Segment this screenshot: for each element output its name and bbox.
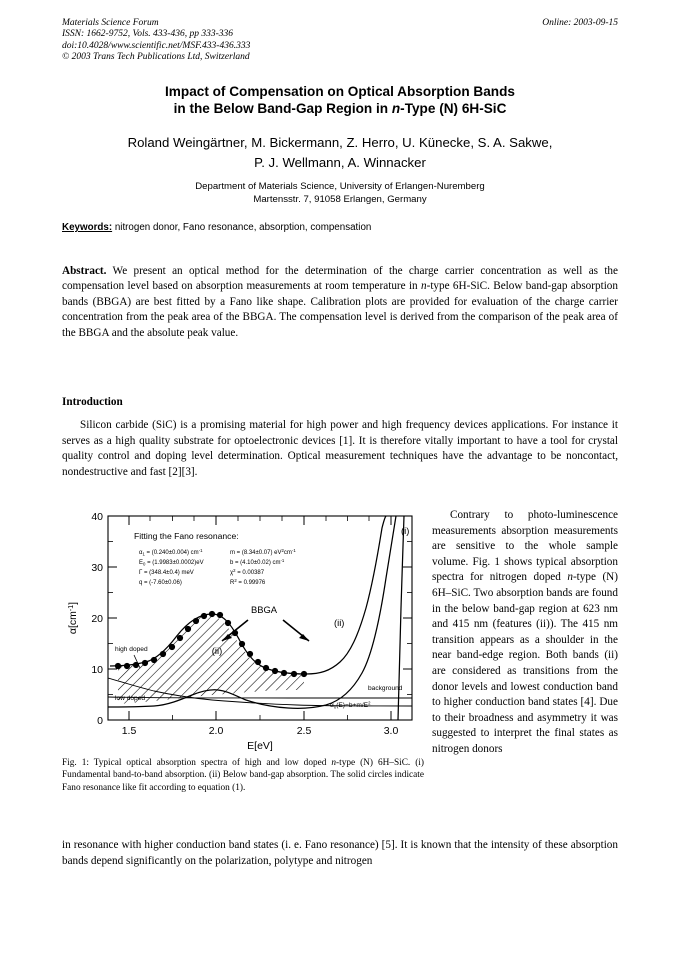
x-axis-label: E[eV] bbox=[247, 740, 273, 751]
annotation-curve-ii-right: (ii) bbox=[334, 617, 345, 628]
page-title bbox=[62, 83, 618, 117]
x-tick-label-3-0: 3.0 bbox=[383, 725, 399, 737]
journal-copyright: © 2003 Trans Tech Publications Ltd, Switzerland bbox=[62, 52, 250, 63]
inset-row-m: m = (8.34±0.07) $eV^2cm^{-1}$ bbox=[230, 547, 296, 556]
keywords-value: nitrogen donor, Fano resonance, absorption, compensation bbox=[112, 222, 372, 233]
inset-row-alpha1: $\alpha_1 = (0.240\pm 0.004)$ $cm^{-1}$ bbox=[139, 547, 203, 557]
annotation-curve-ii-left: (ii) bbox=[211, 645, 223, 656]
annotation-low-doped: low doped bbox=[115, 695, 146, 702]
bbga-arrow-right bbox=[283, 620, 309, 641]
online-date: Online: 2003-09-15 bbox=[542, 18, 618, 28]
y-tick-label-20: 20 bbox=[91, 613, 103, 625]
inset-row-chi2: $\chi^2 = 0.00387$ bbox=[230, 567, 265, 576]
figure-caption-italic-1: n bbox=[331, 758, 337, 768]
figure-caption-part-2: -type (N) 6H–SiC. (i) Fundamental band-to-band absorption. (ii) Below band-gap absorption. The solid circles indicate Fano resonance like fit according to equation (1). bbox=[62, 758, 424, 793]
author-line-2: P. J. Wellmann, A. Winnacker bbox=[254, 155, 426, 170]
figure-caption bbox=[62, 757, 424, 794]
abstract-label: Abstract. bbox=[62, 265, 107, 277]
right-column-part-2: -type (N) 6H–SiC. Two absorption bands are found in the below band-gap region at 623 nm and 415 nm (features (ii)). The 415 nm transition appears as a shoulder in the near band-edge region. Both bands (ii) are considered as transitions from the donor levels and lowest conduction band to higher conduction band states [4]. Due to their broadness and asymmetry it was suggested to interpret the final states as nitrogen donors bbox=[432, 571, 618, 755]
journal-name: Materials Science Forum bbox=[62, 18, 159, 28]
title-line-2 bbox=[62, 100, 618, 117]
affiliation bbox=[62, 180, 618, 207]
author-line-1: Roland Weingärtner, M. Bickermann, Z. Herro, U. Künecke, S. A. Sakwe, bbox=[127, 135, 553, 150]
abstract-italic-1: n bbox=[421, 280, 427, 293]
title-line-1: Impact of Compensation on Optical Absorption Bands bbox=[165, 84, 515, 99]
inset-row-q: q = (-7.60±0.06) bbox=[139, 580, 182, 586]
inset-row-r2: $R^2 = 0.99976$ bbox=[230, 577, 266, 586]
annotation-high-doped: high doped bbox=[115, 646, 148, 653]
annotation-background: background bbox=[368, 685, 403, 692]
annotation-bbga: BBGA bbox=[250, 604, 278, 615]
inset-title: Fitting the Fano resonance: bbox=[134, 531, 239, 541]
affiliation-line-2: Martensstr. 7, 91058 Erlangen, Germany bbox=[253, 194, 427, 206]
title-line-2-italic: n bbox=[391, 101, 401, 116]
y-tick-label-0: 0 bbox=[97, 715, 103, 727]
y-tick-label-10: 10 bbox=[91, 664, 103, 676]
figure-1 bbox=[62, 508, 424, 751]
x-tick-label-2-0: 2.0 bbox=[208, 725, 224, 737]
abstract bbox=[62, 264, 618, 341]
y-tick-label-40: 40 bbox=[91, 511, 103, 523]
journal-header bbox=[62, 18, 618, 64]
introduction-paragraph: Silicon carbide (SiC) is a promising material for high power and high frequency devices applications. For instance it serves as a high quality substrate for optoelectronic devices [1]. It is therefore vitally important to have a tool for crystal quality control and doping level determination. Optical measurement techniques have the advantage to be noncontact, nondestructive and fast [2][3]. bbox=[62, 419, 618, 478]
inset-row-gamma: Γ = (348.4±0.4) meV bbox=[139, 570, 194, 576]
keywords bbox=[62, 222, 618, 233]
annotation-curve-i: (i) bbox=[401, 525, 410, 536]
inset-row-b: b = (4.10±0.02) $cm^{-1}$ bbox=[230, 557, 285, 566]
right-column-italic-1: n bbox=[567, 571, 573, 584]
x-tick-label-2-5: 2.5 bbox=[296, 725, 312, 737]
journal-doi: doi:10.4028/www.scientific.net/MSF.433-436.333 bbox=[62, 40, 251, 51]
curve-background-low-doped bbox=[108, 697, 412, 698]
x-tick-label-1-5: 1.5 bbox=[121, 725, 137, 737]
title-line-2-post: -Type (N) 6H-SiC bbox=[400, 101, 507, 116]
abstract-part-2: -type 6H-SiC. Below band-gap absorption bands (BBGA) are best fitted by a Fano like shape. Calibration plots are provided for evaluation of the charge carrier concentration from the peak area of the BBGA. The compensation level is derived from the comparison of the peak area of the BBGA and the absolute peak value. bbox=[62, 280, 618, 339]
author-list bbox=[62, 133, 618, 173]
figure-caption-part-1: Typical optical absorption spectra of high and low doped bbox=[88, 758, 332, 768]
annotation-background-formula: $\alpha_0(E)=b+m/E^2$ bbox=[330, 700, 371, 710]
affiliation-line-1: Department of Materials Science, University of Erlangen-Nuremberg bbox=[195, 181, 485, 192]
y-tick-label-30: 30 bbox=[91, 562, 103, 574]
inset-row-e0: $E_0 = (1.9983\pm 0.0002)eV$ bbox=[139, 560, 204, 567]
figure-caption-label: Fig. 1: bbox=[62, 758, 89, 768]
bbga-hatched-area bbox=[118, 614, 304, 704]
right-column-paragraph bbox=[432, 508, 618, 758]
y-axis-label: $\alpha[cm^{-1}]$ bbox=[67, 601, 79, 635]
journal-issn: ISSN: 1662-9752, Vols. 433-436, pp 333-336 bbox=[62, 29, 233, 40]
title-line-2-pre: in the Below Band-Gap Region in bbox=[173, 101, 392, 116]
keywords-label: Keywords: bbox=[62, 222, 113, 233]
bottom-paragraph: in resonance with higher conduction band states (i. e. Fano resonance) [5]. It is known that the intensity of these absorption bands depend significantly on the polarization, polytype and nitrogen bbox=[62, 839, 618, 867]
journal-meta bbox=[62, 18, 250, 64]
absorption-spectra-chart bbox=[62, 508, 424, 751]
fano-fit-inset bbox=[134, 531, 296, 586]
abstract-part-1: We present an optical method for the determination of the charge carrier concentration as well as the compensation level based on absorption measurements at room temperature in bbox=[62, 265, 618, 293]
section-heading-introduction: Introduction bbox=[62, 396, 123, 408]
right-column-part-1: Contrary to photo-luminescence measurements absorption measurements are sensitive to the whole sample volume. Fig. 1 shows typical absorption spectra for nitrogen doped bbox=[432, 509, 618, 584]
